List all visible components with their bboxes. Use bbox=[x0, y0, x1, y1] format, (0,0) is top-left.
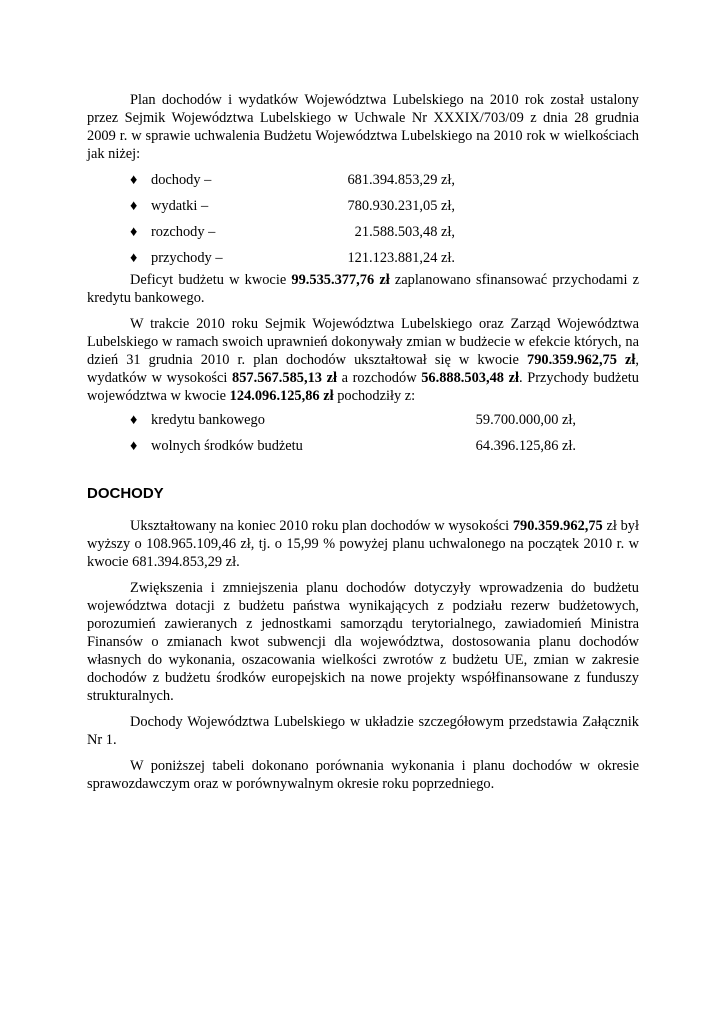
dochody-paragraph-3: Dochody Województwa Lubelskiego w układzie szczegółowym przedstawia Załącznik Nr 1. bbox=[87, 714, 639, 748]
item-label: wolnych środków budżetu bbox=[151, 438, 303, 454]
inflow-amount: 124.096.125,86 zł bbox=[229, 388, 334, 404]
bullet-diamond-icon: ♦ bbox=[130, 172, 138, 188]
changes-text-4: . Przychody budżetu województwa w kwocie bbox=[87, 370, 639, 404]
document-page bbox=[87, 91, 639, 793]
dochody-p1-after: zł był wyższy o 108.965.109,46 zł, tj. o 15,99 % powyżej planu uchwalonego na początek 2010 r. w kwocie 681.394.853,29 zł. bbox=[87, 518, 639, 570]
revenue-sources-list bbox=[87, 411, 639, 455]
changes-text-3: a rozchodów bbox=[336, 370, 422, 386]
dochody-paragraph-1 bbox=[87, 517, 639, 571]
bullet-diamond-icon: ♦ bbox=[130, 412, 138, 428]
deficit-paragraph bbox=[87, 271, 639, 307]
item-label: wydatki – bbox=[151, 198, 209, 214]
item-label: przychody – bbox=[151, 250, 223, 266]
item-label: kredytu bankowego bbox=[151, 412, 265, 428]
changes-paragraph bbox=[87, 315, 639, 405]
list-item bbox=[87, 171, 639, 189]
item-value: 21.588.503,48 zł, bbox=[354, 224, 455, 240]
changes-text-2: , wydatków w wysokości bbox=[87, 352, 640, 386]
dochody-paragraph-2: Zwiększenia i zmniejszenia planu dochodów dotyczyły wprowadzenia do budżetu województwa dotacji z budżetu państwa wynikających z podziału rezerw budżetowych, porozumień zawieranych z jednostkami samorządu terytorialnego, zawiadomień Ministra Finansów o zmianach kwot subwencji dla województwa, dostosowania planu dochodów własnych do wykonania, oszacowania wielkości zwrotów z budżetu UE, zmian w zakresie dochodów z budżetu środków europejskich na nowe projekty współfinansowane z funduszy strukturalnych. bbox=[87, 580, 639, 704]
bullet-diamond-icon: ♦ bbox=[130, 224, 138, 240]
bullet-diamond-icon: ♦ bbox=[130, 438, 138, 454]
dochody-p1-before: Ukształtowany na koniec 2010 roku plan dochodów w wysokości bbox=[130, 518, 513, 534]
list-item bbox=[87, 223, 639, 241]
bullet-diamond-icon: ♦ bbox=[130, 198, 138, 214]
item-value: 64.396.125,86 zł. bbox=[475, 438, 576, 454]
plan-revenue-amount: 790.359.962,75 zł bbox=[527, 352, 636, 368]
dochody-paragraph-4: W poniższej tabeli dokonano porównania wykonania i planu dochodów w okresie sprawozdawczym oraz w porównywalnym okresie roku poprzedniego. bbox=[87, 758, 639, 792]
list-item bbox=[87, 249, 639, 267]
item-value: 59.700.000,00 zł, bbox=[475, 412, 576, 428]
list-item bbox=[87, 197, 639, 215]
changes-text-5: pochodziły z: bbox=[333, 388, 416, 404]
list-item bbox=[87, 411, 639, 429]
intro-paragraph: Plan dochodów i wydatków Województwa Lubelskiego na 2010 rok został ustalony przez Sejmik Województwa Lubelskiego w Uchwale Nr XXXIX/703/09 z dnia 28 grudnia 2009 r. w sprawie uchwalenia Budżetu Województwa Lubelskiego na 2010 rok w wielkościach jak niżej: bbox=[87, 92, 639, 162]
deficit-amount: 99.535.377,76 zł bbox=[291, 272, 390, 288]
changes-text-1: W trakcie 2010 roku Sejmik Województwa Lubelskiego oraz Zarząd Województwa Lubelskiego w ramach swoich uprawnień dokonywały zmian w budżecie w efekcie których, na dzień 31 grudnia 2010 r. plan dochodów ukształtował się w kwocie bbox=[87, 316, 639, 368]
dochody-plan-amount: 790.359.962,75 bbox=[512, 518, 603, 534]
deficit-text-after: zaplanowano sfinansować przychodami z kredytu bankowego. bbox=[87, 272, 640, 306]
item-value: 121.123.881,24 zł. bbox=[347, 250, 455, 266]
item-value: 681.394.853,29 zł, bbox=[347, 172, 455, 188]
budget-items-list bbox=[87, 171, 639, 267]
deficit-text-before: Deficyt budżetu w kwocie bbox=[130, 272, 292, 288]
item-label: rozchody – bbox=[151, 224, 216, 240]
list-item bbox=[87, 437, 639, 455]
plan-expenditure-amount: 857.567.585,13 zł bbox=[232, 370, 337, 386]
item-label: dochody – bbox=[151, 172, 212, 188]
item-value: 780.930.231,05 zł, bbox=[347, 198, 455, 214]
section-heading-dochody: DOCHODY bbox=[87, 485, 164, 502]
bullet-diamond-icon: ♦ bbox=[130, 250, 138, 266]
outflow-amount: 56.888.503,48 zł bbox=[421, 370, 519, 386]
